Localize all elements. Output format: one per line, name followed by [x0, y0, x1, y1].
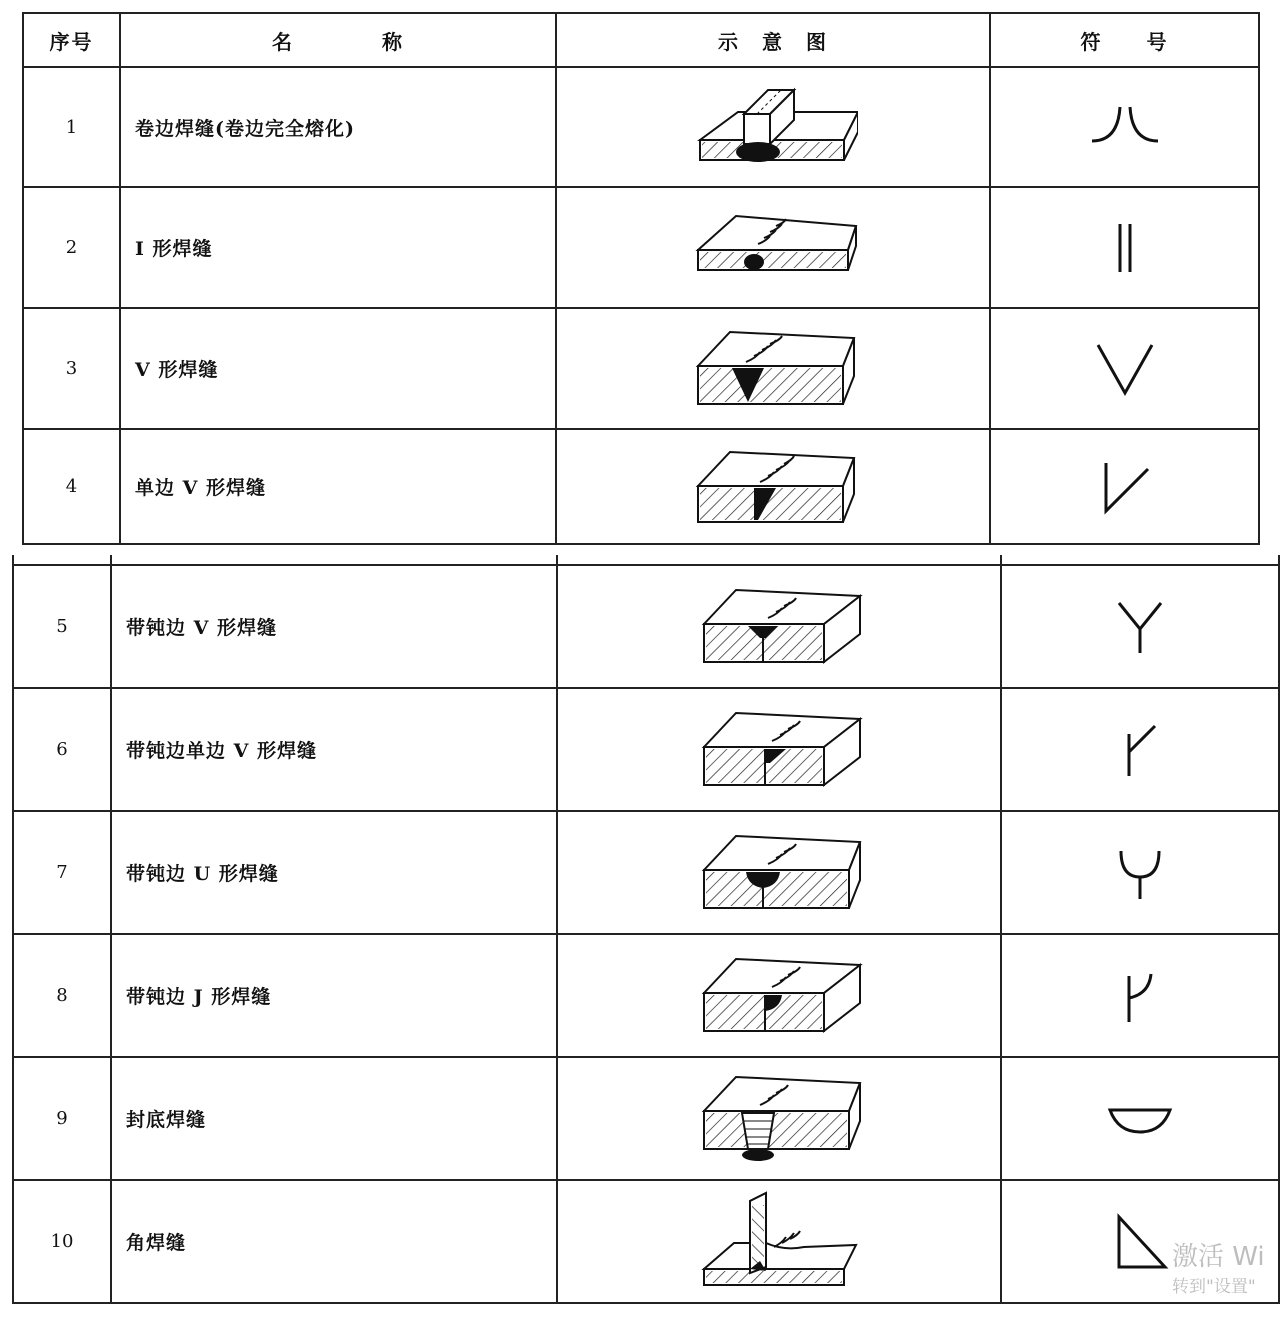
- weld-name: 带钝边 J 形焊缝: [111, 934, 557, 1057]
- table-row: [13, 688, 1279, 811]
- row-number: 7: [13, 811, 111, 934]
- square-butt-weld-icon: [688, 208, 858, 288]
- single-bevel-symbol-icon: [1090, 457, 1160, 517]
- half-circle-symbol-icon: [1100, 1094, 1180, 1144]
- weld-diagram: [556, 308, 990, 429]
- double-line-symbol-icon: [1095, 218, 1155, 278]
- flange-symbol-icon: [1080, 97, 1170, 157]
- weld-diagram: [557, 934, 1001, 1057]
- v-symbol-icon: [1090, 339, 1160, 399]
- header-name: 名 称: [120, 13, 556, 67]
- weld-symbol: [990, 429, 1259, 544]
- row-number: 4: [23, 429, 120, 544]
- watermark-line1: 激活 Wi: [1172, 1242, 1265, 1272]
- weld-name: 带钝边单边 V 形焊缝: [111, 688, 557, 811]
- weld-diagram: [557, 1057, 1001, 1180]
- weld-name: 卷边焊缝(卷边完全熔化): [120, 67, 556, 187]
- table-spacer-row: [13, 555, 1279, 565]
- weld-diagram: [556, 187, 990, 308]
- triangle-symbol-icon: [1105, 1207, 1175, 1277]
- weld-name: 带钝边 V 形焊缝: [111, 565, 557, 688]
- weld-symbol: [1001, 811, 1279, 934]
- v-butt-weld-icon: [688, 324, 858, 414]
- y-symbol-icon: [1105, 597, 1175, 657]
- weld-symbol: [990, 308, 1259, 429]
- row-number: 2: [23, 187, 120, 308]
- table-row: [23, 187, 1259, 308]
- weld-name: V 形焊缝: [120, 308, 556, 429]
- weld-table-part2: [12, 555, 1280, 1304]
- table-row: [13, 1180, 1279, 1303]
- weld-diagram: [557, 1180, 1001, 1303]
- table-row: [23, 429, 1259, 544]
- row-number: 3: [23, 308, 120, 429]
- half-y-symbol-icon: [1105, 720, 1175, 780]
- header-row: [23, 13, 1259, 67]
- header-no: 序号: [23, 13, 120, 67]
- u-weld-with-root-face-icon: [694, 828, 864, 918]
- weld-symbol: [1001, 1057, 1279, 1180]
- u-symbol-icon: [1105, 843, 1175, 903]
- flanged-edge-weld-icon: [688, 82, 858, 172]
- weld-diagram: [556, 67, 990, 187]
- weld-diagram: [557, 565, 1001, 688]
- j-symbol-icon: [1105, 966, 1175, 1026]
- watermark-line2: 转到"设置": [1172, 1277, 1256, 1297]
- fillet-weld-icon: [694, 1187, 864, 1297]
- weld-name: 角焊缝: [111, 1180, 557, 1303]
- weld-table-part1: [22, 12, 1260, 545]
- weld-name: 封底焊缝: [111, 1057, 557, 1180]
- single-bevel-weld-icon: [688, 442, 858, 532]
- bevel-weld-with-root-face-icon: [694, 705, 864, 795]
- weld-symbol: [990, 67, 1259, 187]
- row-number: 10: [13, 1180, 111, 1303]
- row-number: 8: [13, 934, 111, 1057]
- weld-symbol: [990, 187, 1259, 308]
- header-symbol: 符 号: [990, 13, 1259, 67]
- weld-diagram: [557, 688, 1001, 811]
- table-row: [13, 565, 1279, 688]
- weld-name: 带钝边 U 形焊缝: [111, 811, 557, 934]
- activation-watermark: [1172, 1232, 1280, 1312]
- j-weld-with-root-face-icon: [694, 951, 864, 1041]
- row-number: 1: [23, 67, 120, 187]
- table-row: [13, 811, 1279, 934]
- weld-name: 单边 V 形焊缝: [120, 429, 556, 544]
- weld-symbol: [1001, 565, 1279, 688]
- row-number: 9: [13, 1057, 111, 1180]
- weld-diagram: [557, 811, 1001, 934]
- table-row: [23, 308, 1259, 429]
- table-row: [13, 1057, 1279, 1180]
- row-number: 6: [13, 688, 111, 811]
- v-weld-with-root-face-icon: [694, 582, 864, 672]
- row-number: 5: [13, 565, 111, 688]
- weld-symbol: [1001, 934, 1279, 1057]
- header-diagram: 示 意 图: [556, 13, 990, 67]
- weld-name: I 形焊缝: [120, 187, 556, 308]
- table-row: [23, 67, 1259, 187]
- backing-weld-icon: [694, 1069, 864, 1169]
- weld-diagram: [556, 429, 990, 544]
- weld-symbol: [1001, 688, 1279, 811]
- table-row: [13, 934, 1279, 1057]
